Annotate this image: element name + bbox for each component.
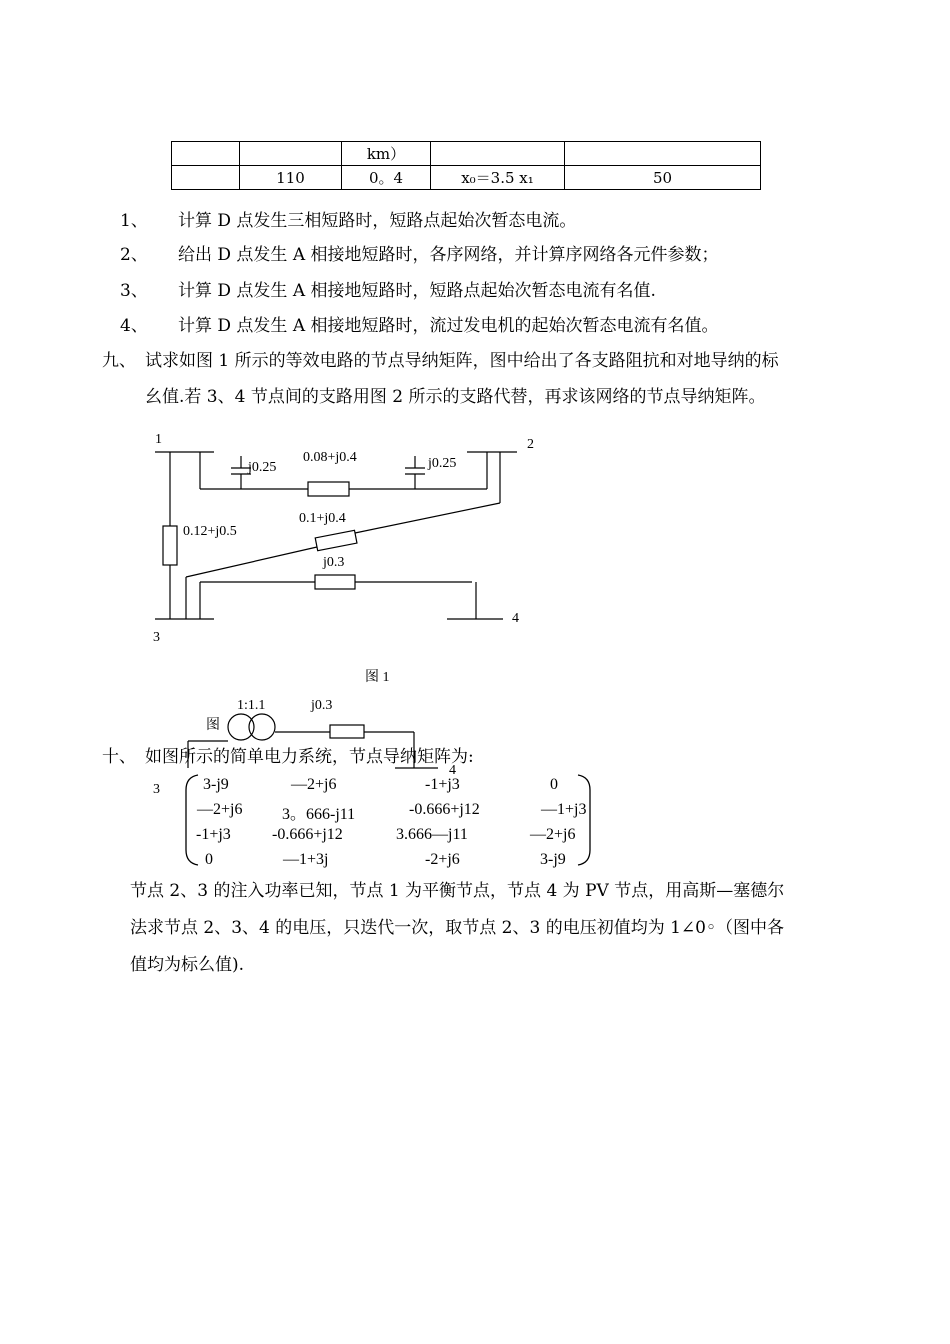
- matrix-cell: —2+j6: [197, 801, 243, 818]
- matrix-cell: -2+j6: [425, 851, 460, 868]
- q9-line-1: 试求如图 1 所示的等效电路的节点导纳矩阵，图中给出了各支路阻抗和对地导纳的标: [145, 351, 779, 371]
- q8-item-2-num: 2、: [120, 245, 148, 265]
- q8-item-4-num: 4、: [120, 316, 148, 336]
- matrix-cell: -0.666+j12: [272, 826, 343, 843]
- matrix-cell: 3-j9: [203, 776, 229, 793]
- matrix-cell: 0: [205, 851, 213, 868]
- fig2-impedance-label: j0.3: [311, 698, 333, 713]
- matrix-cell: 3.666—j11: [396, 826, 468, 843]
- q10-paragraph-line-2: 法求节点 2、3、4 的电压，只迭代一次，取节点 2、3 的电压初值均为 1∠0◦（图中各: [130, 918, 785, 938]
- table-cell: km）: [342, 142, 431, 166]
- table-cell: 0。4: [342, 166, 431, 190]
- matrix-cell: —1+j3: [541, 801, 587, 818]
- matrix-cell: 3。666-j11: [282, 806, 356, 823]
- q8-item-4-text: 计算 D 点发生 A 相接地短路时，流过发电机的起始次暂态电流有名值。: [178, 316, 719, 336]
- table-cell: x₀＝3.5 x₁: [431, 166, 565, 190]
- table-cell: 50: [565, 166, 761, 190]
- matrix-cell: —2+j6: [291, 776, 337, 793]
- q8-item-1-text: 计算 D 点发生三相短路时，短路点起始次暂态电流。: [178, 211, 577, 231]
- z34-label: j0.3: [323, 555, 345, 570]
- fig2-node-left-label: 3: [153, 782, 160, 797]
- fig2-ratio-label: 1:1.1: [237, 698, 266, 713]
- q10-number: 十、: [102, 747, 136, 767]
- matrix-cell: —2+j6: [530, 826, 576, 843]
- figure-2-caption: 图: [206, 718, 220, 733]
- y-right-label: j0.25: [428, 456, 457, 471]
- node-1-label: 1: [155, 432, 162, 447]
- q8-item-1-num: 1、: [120, 211, 148, 231]
- z13-label: 0.12+j0.5: [183, 524, 237, 539]
- q9-line-2: 幺值.若 3、4 节点间的支路用图 2 所示的支路代替，再求该网络的节点导纳矩阵。: [145, 387, 766, 407]
- q10-paragraph-line-3: 值均为标么值).: [130, 955, 245, 975]
- q9-number: 九、: [102, 351, 136, 371]
- matrix-cell: -1+j3: [425, 776, 460, 793]
- node-2-label: 2: [527, 437, 534, 452]
- q8-item-2-text: 给出 D 点发生 A 相接地短路时，各序网络，并计算序网络各元件参数；: [178, 245, 719, 265]
- matrix-cell: 0: [550, 776, 558, 793]
- y-left-label: j0.25: [248, 460, 277, 475]
- q10-paragraph-line-1: 节点 2、3 的注入功率已知，节点 1 为平衡节点，节点 4 为 PV 节点，用高斯—塞德尔: [130, 881, 785, 901]
- z23-label: 0.1+j0.4: [299, 511, 346, 526]
- matrix-cell: -1+j3: [196, 826, 231, 843]
- matrix-cell: 3-j9: [540, 851, 566, 868]
- figure-1-caption: 图 1: [365, 670, 390, 685]
- fig2-node-right-label: 4: [449, 763, 456, 778]
- node-4-label: 4: [512, 611, 519, 626]
- q8-item-3-num: 3、: [120, 281, 148, 301]
- node-3-label: 3: [153, 630, 160, 645]
- z12-label: 0.08+j0.4: [303, 450, 357, 465]
- q8-item-3-text: 计算 D 点发生 A 相接地短路时，短路点起始次暂态电流有名值.: [178, 281, 656, 301]
- q10-intro: 如图所示的简单电力系统，节点导纳矩阵为:: [145, 747, 474, 767]
- matrix-cell: -0.666+j12: [409, 801, 480, 818]
- table-cell: 110: [240, 166, 342, 190]
- matrix-cell: —1+3j: [283, 851, 329, 868]
